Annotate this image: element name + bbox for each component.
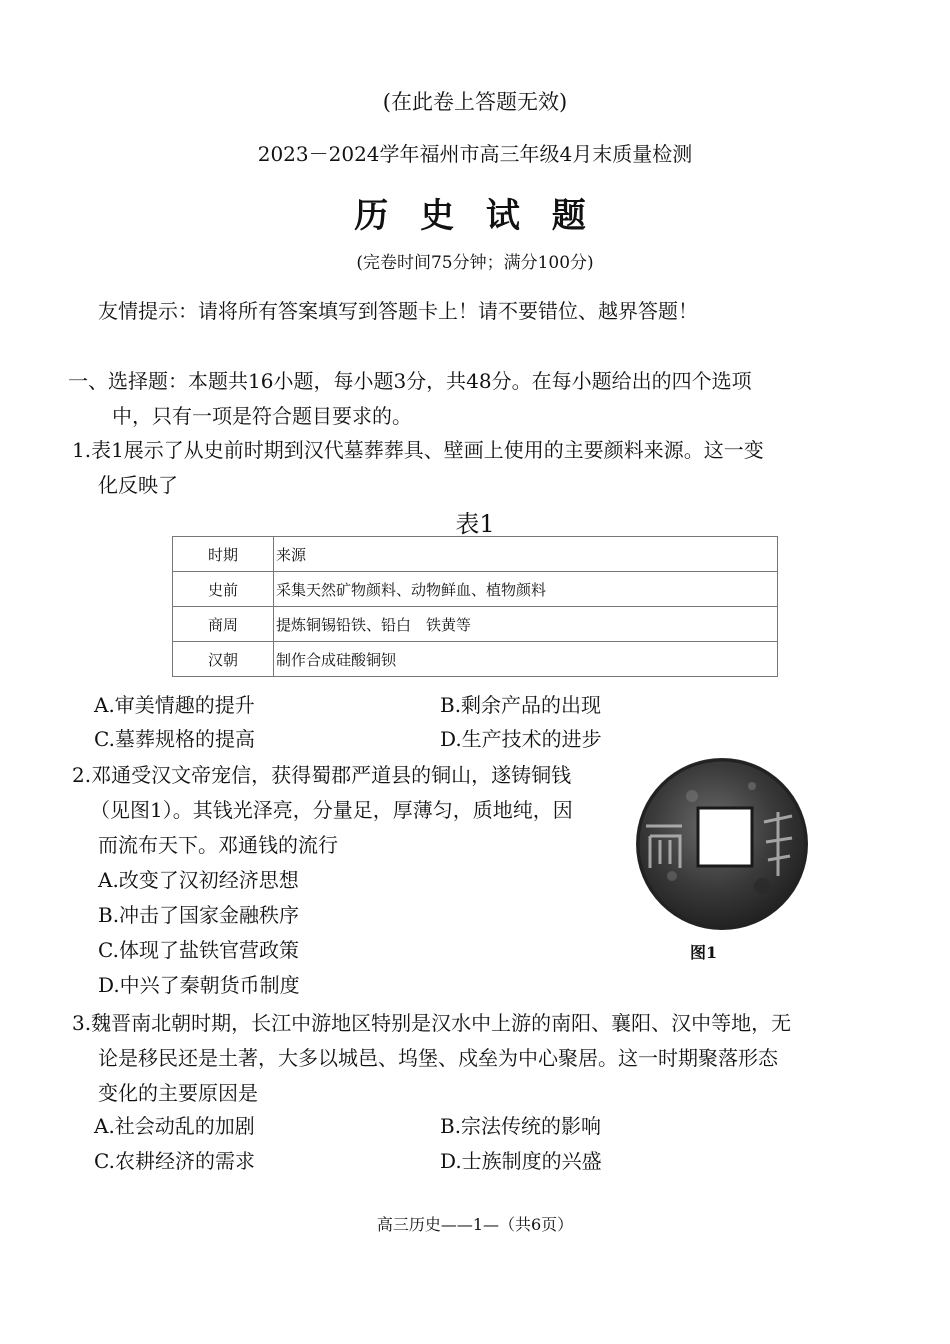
q3-option-b: B.宗法传统的影响 bbox=[440, 1114, 602, 1138]
table-caption: 表1 bbox=[455, 510, 495, 538]
table-header-cell: 时期 bbox=[173, 537, 274, 572]
q2-option-c: C.体现了盐铁官营政策 bbox=[98, 938, 299, 962]
q3-option-d: D.士族制度的兴盛 bbox=[440, 1149, 602, 1173]
table-row bbox=[173, 642, 778, 677]
page-footer: 高三历史——1—（共6页） bbox=[376, 1215, 574, 1234]
table-cell-period: 汉朝 bbox=[173, 642, 274, 677]
banliang-coin-image bbox=[632, 756, 812, 932]
section-heading-line1: 一、选择题：本题共16小题，每小题3分，共48分。在每小题给出的四个选项 bbox=[68, 369, 752, 393]
q2-stem-line1: 2.邓通受汉文帝宠信，获得蜀郡严道县的铜山，遂铸铜钱 bbox=[72, 763, 572, 787]
section-heading-line2: 中，只有一项是符合题目要求的。 bbox=[112, 404, 412, 428]
exam-name: 2023－2024学年福州市高三年级4月末质量检测 bbox=[257, 142, 693, 166]
q2-option-d: D.中兴了秦朝货币制度 bbox=[98, 973, 300, 997]
q1-option-d: D.生产技术的进步 bbox=[440, 727, 602, 751]
time-and-score-info: (完卷时间75分钟；满分100分) bbox=[356, 253, 594, 273]
table-cell-source: 制作合成硅酸铜钡 bbox=[274, 642, 778, 677]
invalid-answer-notice: (在此卷上答题无效) bbox=[382, 90, 568, 114]
q3-option-c: C.农耕经济的需求 bbox=[94, 1149, 255, 1173]
table-cell-source: 采集天然矿物颜料、动物鲜血、植物颜料 bbox=[274, 572, 778, 607]
figure-caption: 图1 bbox=[690, 943, 718, 962]
q3-stem-line1: 3.魏晋南北朝时期，长江中游地区特别是汉水中上游的南阳、襄阳、汉中等地，无 bbox=[72, 1011, 792, 1035]
q1-option-b: B.剩余产品的出现 bbox=[440, 693, 602, 717]
table-header-row bbox=[173, 537, 778, 572]
q1-option-a: A.审美情趣的提升 bbox=[94, 693, 255, 717]
q1-stem-line2: 化反映了 bbox=[98, 473, 178, 497]
friendly-tip: 友情提示：请将所有答案填写到答题卡上！请不要错位、越界答题！ bbox=[98, 299, 698, 323]
pigment-source-table bbox=[172, 536, 778, 677]
table-row bbox=[173, 572, 778, 607]
q2-stem-line3: 而流布天下。邓通钱的流行 bbox=[98, 833, 338, 857]
q1-option-c: C.墓葬规格的提高 bbox=[94, 727, 255, 751]
table-header-cell: 来源 bbox=[274, 537, 778, 572]
q3-stem-line3: 变化的主要原因是 bbox=[98, 1081, 258, 1105]
q2-option-b: B.冲击了国家金融秩序 bbox=[98, 903, 300, 927]
q2-stem-line2: （见图1）。其钱光泽亮，分量足，厚薄匀，质地纯，因 bbox=[90, 798, 573, 822]
q1-stem-line1: 1.表1展示了从史前时期到汉代墓葬葬具、壁画上使用的主要颜料来源。这一变 bbox=[72, 438, 764, 462]
q3-option-a: A.社会动乱的加剧 bbox=[94, 1114, 255, 1138]
table-cell-period: 商周 bbox=[173, 607, 274, 642]
table-row bbox=[173, 607, 778, 642]
table-cell-source: 提炼铜锡铅铁、铅白 铁黄等 bbox=[274, 607, 778, 642]
q2-option-a: A.改变了汉初经济思想 bbox=[98, 868, 299, 892]
table-cell-period: 史前 bbox=[173, 572, 274, 607]
q3-stem-line2: 论是移民还是土著，大多以城邑、坞堡、戍垒为中心聚居。这一时期聚落形态 bbox=[98, 1046, 778, 1070]
paper-title: 历 史 试 题 bbox=[354, 196, 596, 236]
coin-figure bbox=[632, 756, 812, 932]
